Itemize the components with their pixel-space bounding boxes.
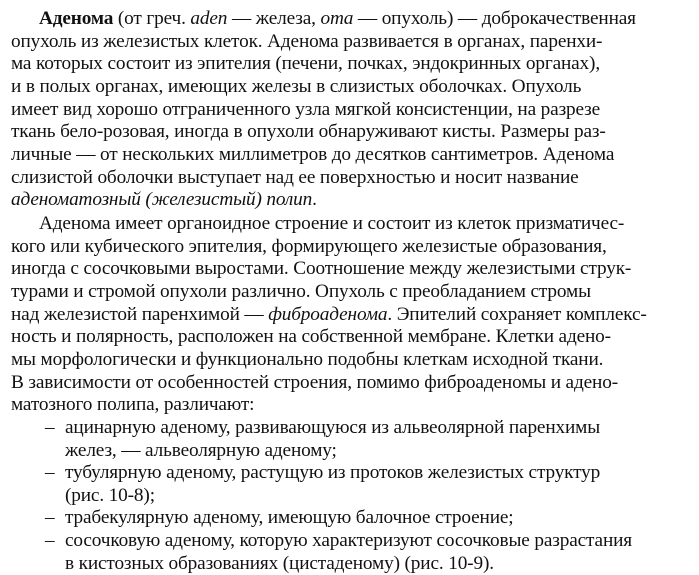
p2-line-9: матозного полипа, различают: [11, 394, 255, 415]
p2-line-3: иногда с сосочковыми выростами. Соотношение между железистыми струк- [11, 258, 632, 279]
p2-line-1: Аденома имеет органоидное строение и состоит из клеток призматичес- [39, 213, 625, 234]
text: . [312, 189, 317, 210]
p2-line-4: турами и стромой опухоли различно. Опухоль с преобладанием стромы [11, 281, 591, 302]
p2-line-6: ность и полярность, расположен на собственной мембране. Клетки адено- [11, 326, 611, 347]
term-adenomatous-polyp: аденоматозный (железистый) полип [11, 189, 313, 210]
p1-line-5: имеет вид хорошо отграниченного узла мягкой консистенции, на разрезе [11, 99, 601, 120]
text: — опухоль) — доброкачественная [353, 8, 636, 29]
text: — железа, [227, 8, 321, 29]
p2-line-7: мы морфологически и функционально подобны клеткам исходной ткани. [11, 349, 604, 370]
list-item-2-line-1: тубулярную аденому, растущую из протоков железистых структур [65, 462, 601, 483]
p2-line-2: кого или кубического эпителия, формирующего железистые образования, [11, 236, 607, 257]
list-item-3-line-1: трабекулярную аденому, имеющую балочное строение; [65, 507, 514, 528]
list-item-1-line-2: желез, — альвеолярную аденому; [65, 440, 337, 461]
list-item-4-line-2: в кистозных образованиях (цистаденому) (рис. 10-9). [65, 553, 494, 574]
term-fibroadenoma: фиброаденома [268, 304, 388, 325]
term-adenoma: Аденома [39, 8, 114, 29]
greek-aden: aden [190, 8, 228, 29]
text: (от греч. [113, 8, 191, 29]
p1-line-6: ткань бело-розовая, иногда в опухоли обнаруживают кисты. Размеры раз- [11, 121, 606, 142]
p1-line-8: слизистой оболочки выступает над ее поверхностью и носит название [11, 167, 579, 188]
p2-line-8: В зависимости от особенностей строения, помимо фиброаденомы и адено- [11, 372, 618, 393]
p2-line-5 [11, 304, 647, 326]
list-item-2-line-2: (рис. 10-8); [65, 485, 155, 506]
text: . Эпителий сохраняет комплекс- [387, 304, 647, 325]
list-bullet: – [45, 530, 55, 551]
p1-line-3: ма которых состоит из эпителия (печени, почках, эндокринных органах), [11, 53, 600, 74]
list-item-4-line-1: сосочковую аденому, которую характеризуют сосочковые разрастания [65, 530, 633, 551]
p1-line-1 [39, 8, 636, 30]
list-bullet: – [45, 462, 55, 483]
text: над железистой паренхимой — [11, 304, 269, 325]
list-bullet: – [45, 507, 55, 528]
greek-oma: oma [320, 8, 354, 29]
p1-line-2: опухоль из железистых клеток. Аденома развивается в органах, паренхи- [11, 31, 603, 52]
list-item-1-line-1: ацинарную аденому, развивающуюся из альвеолярной паренхимы [65, 417, 601, 438]
list-bullet: – [45, 417, 55, 438]
p1-line-4: и в полых органах, имеющих железы в слизистых оболочках. Опухоль [11, 76, 582, 97]
p1-line-7: личные — от нескольких миллиметров до десятков сантиметров. Аденома [11, 144, 615, 165]
p1-line-9 [11, 189, 317, 211]
